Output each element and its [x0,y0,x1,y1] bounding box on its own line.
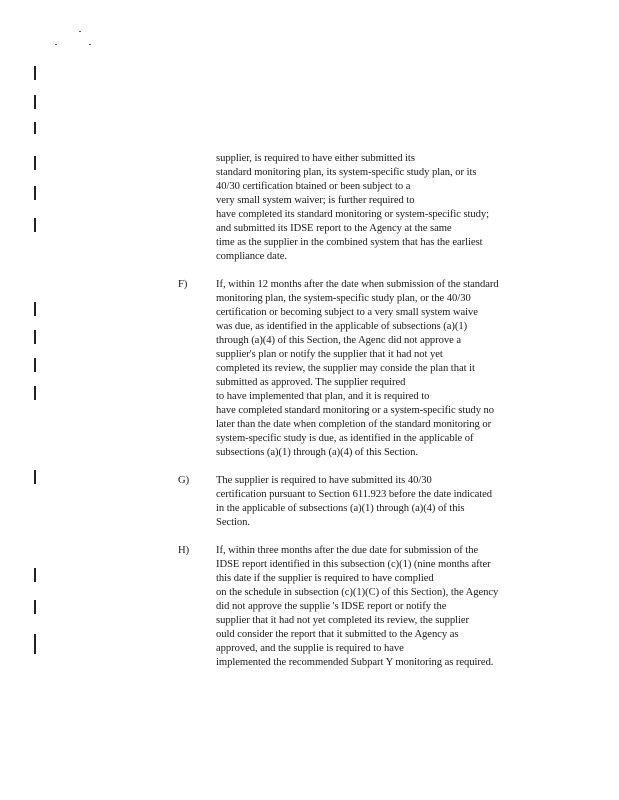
text-line: certification pursuant to Section 611.923 before the date indicated [216,489,493,500]
text-line: on the schedule in subsection (c)(1)(C) of this Section), the Agency [216,587,499,598]
change-bar [34,330,36,344]
subsection-label: H) [178,545,190,556]
subsection-label: G) [178,475,190,486]
change-bar [34,600,36,614]
change-bar [34,358,36,372]
change-bar [34,66,36,80]
text-line: system-specific study is due, as identified in the applicable of [216,433,474,444]
text-line: implemented the recommended Subpart Y monitoring as required. [216,657,494,668]
change-bar [34,95,36,109]
text-line: IDSE report identified in this subsection (c)(1) (nine months after [216,559,491,570]
text-line: supplier that it had not yet completed its review, the supplier [216,615,469,626]
change-bar [34,122,36,134]
text-line: in the applicable of subsections (a)(1) through (a)(4) of this [216,503,465,514]
text-line: submitted as approved. The supplier required [216,377,406,388]
text-line: compliance date. [216,251,287,262]
text-line: have completed its standard monitoring or system-specific study; [216,209,490,220]
text-line: monitoring plan, the system-specific study plan, or the 40/30 [216,293,471,304]
change-bar [34,186,36,200]
text-line: certification or becoming subject to a very small system waive [216,307,478,318]
change-bar [34,218,36,232]
change-bar [34,568,36,582]
scan-speck [55,44,57,45]
text-line: standard monitoring plan, its system-specific study plan, or its [216,167,477,178]
change-bar [34,634,36,654]
text-line: subsections (a)(1) through (a)(4) of this Section. [216,447,418,458]
text-line: to have implemented that plan, and it is required to [216,391,430,402]
text-line: did not approve the supplie 's IDSE report or notify the [216,601,447,612]
text-line: If, within 12 months after the date when submission of the standard [216,279,499,290]
text-line: supplier's plan or notify the supplier that it had not yet [216,349,443,360]
text-line: this date if the supplier is required to have complied [216,573,434,584]
text-line: completed its review, the supplier may conside the plan that it [216,363,475,374]
text-line: supplier, is required to have either submitted its [216,153,415,164]
text-line: later than the date when completion of the standard monitoring or [216,419,492,430]
text-line: was due, as identified in the applicable of subsections (a)(1) [216,321,468,332]
text-line: and submitted its IDSE report to the Agency at the same [216,223,452,234]
scan-speck [79,31,81,32]
text-line: time as the supplier in the combined system that has the earliest [216,237,483,248]
text-line: ould consider the report that it submitted to the Agency as [216,629,459,640]
text-line: If, within three months after the due date for submission of the [216,545,479,556]
text-line: Section. [216,517,251,528]
text-line: through (a)(4) of this Section, the Agenc did not approve a [216,335,462,346]
scan-speck [89,44,91,45]
change-bar [34,386,36,400]
text-line: approved, and the supplie is required to have [216,643,404,654]
text-line: have completed standard monitoring or a system-specific study no [216,405,495,416]
text-line: very small system waiver; is further required to [216,195,415,206]
change-bar [34,156,36,170]
subsection-label: F) [178,279,188,290]
change-bar [34,302,36,316]
change-bar [34,470,36,484]
text-line: 40/30 certification btained or been subject to a [216,181,411,192]
text-line: The supplier is required to have submitted its 40/30 [216,475,432,486]
